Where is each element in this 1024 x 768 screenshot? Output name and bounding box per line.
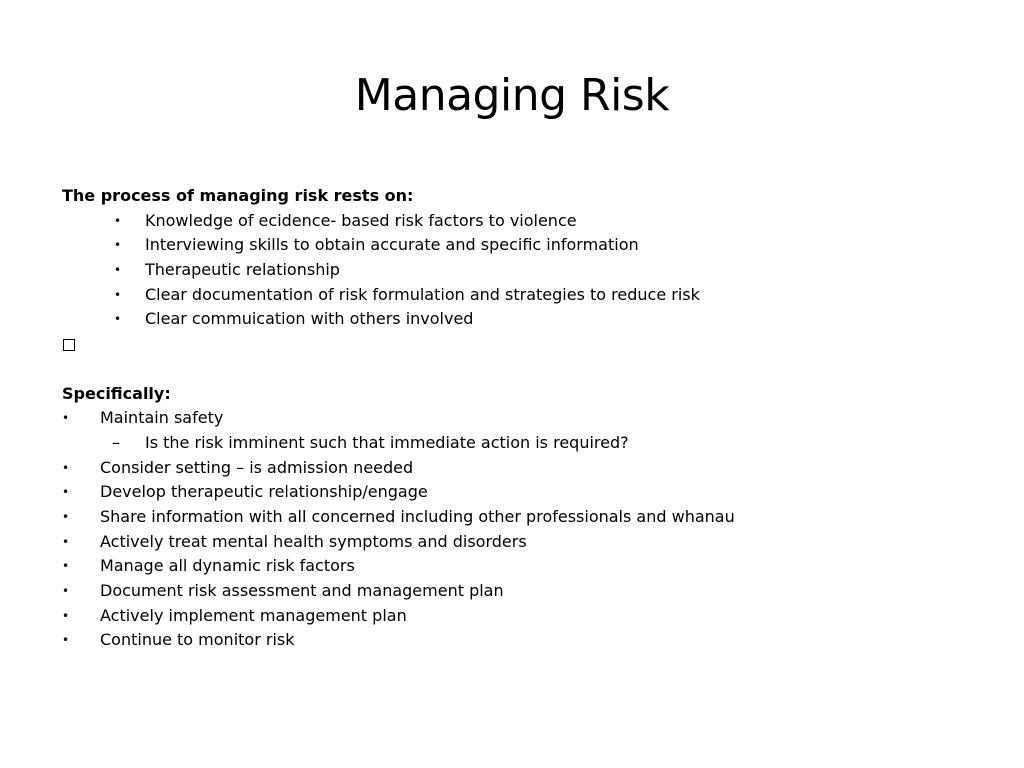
bullet-marker: • bbox=[114, 213, 122, 228]
specifically-item-text: Document risk assessment and management plan bbox=[100, 581, 504, 600]
specifically-item-text: Continue to monitor risk bbox=[100, 630, 295, 650]
specifically-subitem bbox=[62, 431, 982, 456]
specifically-item-text: Actively treat mental health symptoms and disorders bbox=[100, 531, 527, 551]
bullet-marker: • bbox=[114, 238, 122, 253]
specifically-item-text: Actively implement management plan bbox=[100, 605, 407, 625]
slide-body bbox=[62, 184, 982, 653]
spacer bbox=[62, 357, 982, 382]
bullet-marker: • bbox=[62, 509, 70, 524]
dash-marker: – bbox=[112, 432, 120, 452]
process-item bbox=[62, 258, 982, 283]
specifically-item bbox=[62, 628, 982, 653]
specifically-heading: Specifically: bbox=[62, 383, 171, 403]
bullet-marker: • bbox=[62, 559, 70, 574]
bullet-marker: • bbox=[62, 633, 70, 648]
specifically-item-text: Share information with all concerned including other professionals and whanau bbox=[100, 506, 735, 526]
specifically-item bbox=[62, 604, 982, 629]
specifically-item-text: Manage all dynamic risk factors bbox=[100, 556, 355, 576]
bullet-marker: • bbox=[114, 312, 122, 327]
process-item bbox=[62, 209, 982, 234]
specifically-item bbox=[62, 456, 982, 481]
specifically-item bbox=[62, 406, 982, 431]
square-box-icon bbox=[63, 339, 75, 351]
process-item-text: Interviewing skills to obtain accurate and specific information bbox=[145, 235, 639, 255]
specifically-item bbox=[62, 480, 982, 505]
process-item bbox=[62, 307, 982, 332]
specifically-item bbox=[62, 554, 982, 579]
bullet-marker: • bbox=[114, 263, 122, 278]
empty-box-line bbox=[62, 332, 982, 357]
bullet-marker: • bbox=[62, 584, 70, 598]
specifically-item bbox=[62, 530, 982, 555]
specifically-item-text: Maintain safety bbox=[100, 408, 224, 428]
specifically-item-text: Develop therapeutic relationship/engage bbox=[100, 482, 428, 502]
process-heading: The process of managing risk rests on: bbox=[62, 186, 414, 205]
specifically-item-text: Consider setting – is admission needed bbox=[100, 457, 414, 477]
process-item-text: Clear documentation of risk formulation and strategies to reduce risk bbox=[145, 284, 700, 304]
specifically-subitem-text: Is the risk imminent such that immediate action is required? bbox=[145, 432, 629, 452]
specifically-item bbox=[62, 579, 982, 604]
bullet-marker: • bbox=[62, 485, 70, 500]
bullet-marker: • bbox=[62, 534, 70, 549]
specifically-item bbox=[62, 505, 982, 530]
bullet-marker: • bbox=[62, 411, 70, 426]
process-item bbox=[62, 283, 982, 308]
bullet-marker: • bbox=[114, 287, 122, 302]
bullet-marker: • bbox=[62, 460, 70, 475]
process-item-text: Therapeutic relationship bbox=[145, 260, 340, 280]
process-item-text: Clear commuication with others involved bbox=[145, 309, 474, 329]
bullet-marker: • bbox=[62, 608, 70, 623]
process-item bbox=[62, 233, 982, 258]
slide-title: Managing Risk bbox=[354, 70, 670, 121]
process-item-text: Knowledge of ecidence- based risk factors to violence bbox=[145, 210, 577, 230]
